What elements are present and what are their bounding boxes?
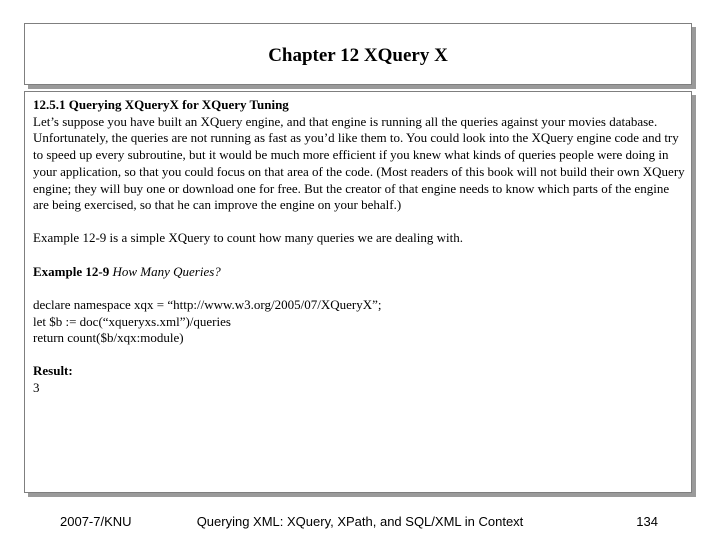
paragraph-example-intro: Example 12-9 is a simple XQuery to count how many queries we are dealing with. [33,230,463,246]
example-caption: How Many Queries? [112,263,221,279]
example-label: Example 12-9 [33,263,110,279]
slide-title: Chapter 12 XQuery X [268,45,448,66]
example-caption-line [33,264,685,281]
content-body [33,97,685,397]
result-label: Result: [33,363,73,379]
spacer [33,347,685,364]
spacer [33,280,685,297]
footer-date: 2007-7/KNU [60,514,132,529]
footer-title: Querying XML: XQuery, XPath, and SQL/XML in Context [196,514,524,529]
code-line: declare namespace xqx = “http://www.w3.org/2005/07/XQueryX”; [33,296,382,312]
spacer [33,214,685,231]
footer-page-number: 134 [636,514,658,529]
code-line: return count($b/xqx:module) [33,330,184,346]
code-line: let $b := doc(“xqueryxs.xml”)/queries [33,313,231,329]
content-box [24,91,692,493]
section-heading: 12.5.1 Querying XQueryX for XQuery Tuning [33,97,289,112]
result-value: 3 [33,380,40,396]
title-box [24,23,692,85]
spacer [33,247,685,264]
paragraph-intro: Let’s suppose you have built an XQuery engine, and that engine is running all the queries against your movies database. Unfortunately, the queries are not running as fast as you’d like them to. You could look into the XQuery engine code and try to speed up every subroutine, but it would be much more efficient if you knew what kinds of queries people were doing in your application, so that you could focus on that area of the code. (Most readers of this book will not build their own XQuery engine; they will buy one or download one for free. But the creator of that engine needs to know which parts of the engine are being exercised, so that he can improve the engine on your behalf.) [33,113,685,213]
